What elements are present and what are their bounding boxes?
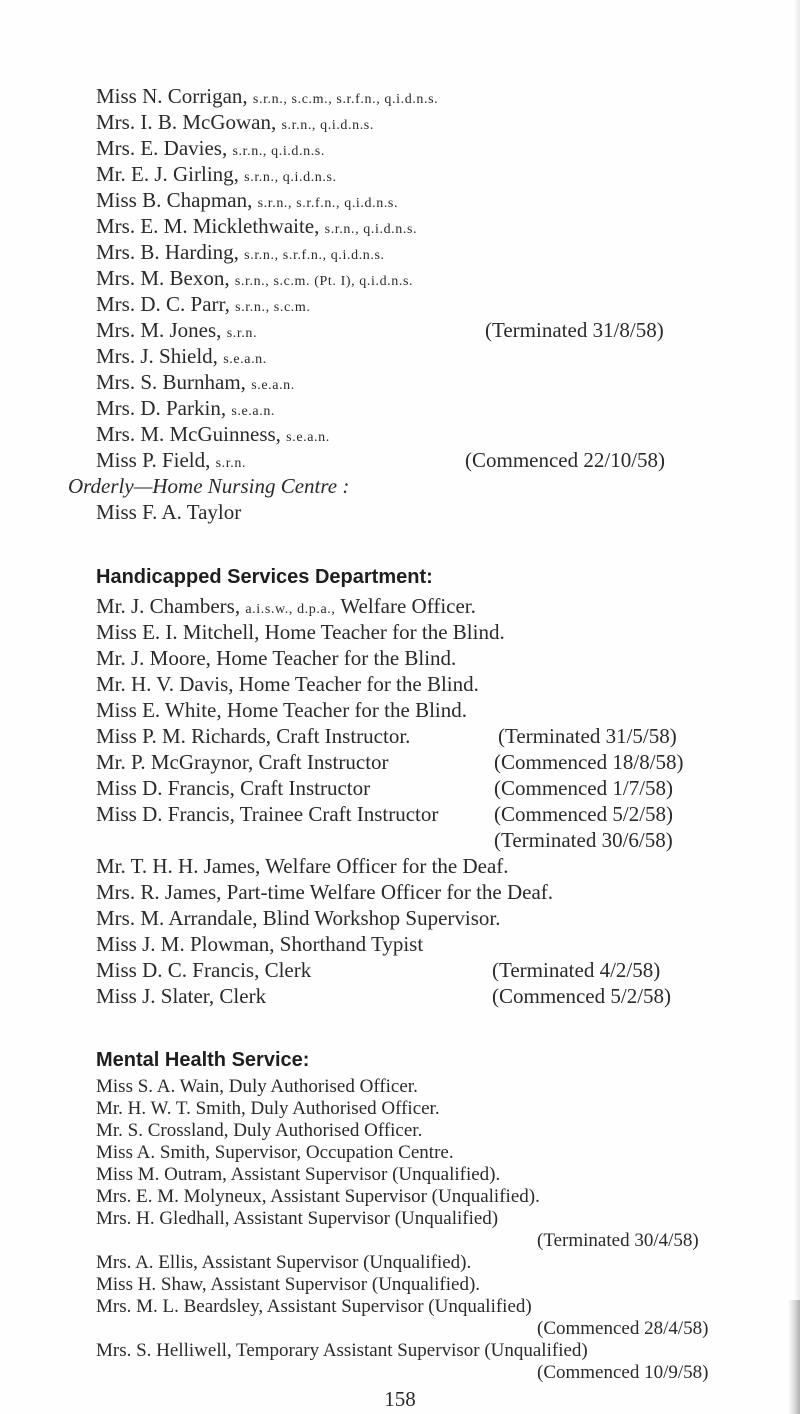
handicapped-line [0,750,800,775]
handicapped-line [0,594,800,619]
staff-entry: Miss S. A. Wain, Duly Authorised Officer. [96,1076,418,1097]
handicapped-line [0,958,800,983]
staff-note: (Terminated 30/4/58) [537,1230,699,1251]
staff-name: Mrs. M. Jones, [96,318,222,342]
mental-health-line [0,1340,800,1362]
handicapped-line [0,854,800,879]
staff-entry: Miss D. Francis, Craft Instructor [96,776,371,800]
staff-name: Mrs. M. McGuinness, [96,422,281,446]
staff-line [0,240,800,265]
staff-line [0,318,800,343]
staff-line [0,136,800,161]
mental-health-line [0,1186,800,1208]
mental-health-line [0,1252,800,1274]
staff-entry: Mrs. M. L. Beardsley, Assistant Supervisor (Unqualified) [96,1296,532,1317]
mental-health-line [0,1076,800,1098]
staff-entry: Mrs. R. James, Part-time Welfare Officer for the Deaf. [96,880,554,904]
staff-quals: a.i.s.w., d.p.a., [245,602,336,617]
staff-quals: s.r.n. [215,456,247,471]
staff-line [0,292,800,317]
staff-line [0,448,800,473]
staff-entry: Miss H. Shaw, Assistant Supervisor (Unqualified). [96,1274,481,1295]
staff-line [0,266,800,291]
orderly-label-line [0,474,800,499]
staff-note: (Terminated 30/6/58) [494,828,673,852]
staff-quals: s.e.a.n. [223,352,267,367]
staff-quals: s.r.n., s.c.m. (Pt. I), q.i.d.n.s. [234,274,414,289]
staff-entry: Miss D. C. Francis, Clerk [96,958,312,982]
handicapped-line [0,776,800,801]
mental-health-line [0,1318,800,1340]
mental-health-line [0,1296,800,1318]
mental-health-line [0,1098,800,1120]
staff-quals: s.r.n., q.i.d.n.s. [232,144,325,159]
staff-name: Mr. E. J. Girling, [96,162,239,186]
staff-entry: Mr. T. H. H. James, Welfare Officer for the Deaf. [96,854,509,878]
staff-name: Miss P. Field, [96,448,211,472]
page-number: 158 [384,1387,416,1411]
mental-health-line [0,1208,800,1230]
staff-note: (Terminated 31/5/58) [498,724,677,748]
mental-health-line [0,1142,800,1164]
handicapped-line [0,646,800,671]
staff-entry: Mr. H. V. Davis, Home Teacher for the Blind. [96,672,479,696]
page-edge-shadow-bottom [788,1300,800,1414]
staff-entry: Miss E. White, Home Teacher for the Blind. [96,698,468,722]
handicapped-line [0,880,800,905]
staff-quals: s.e.a.n. [286,430,330,445]
orderly-name: Miss F. A. Taylor [96,500,242,524]
staff-entry: Miss J. Slater, Clerk [96,984,267,1008]
staff-name: Mr. J. Chambers, [96,594,241,618]
staff-name: Mrs. J. Shield, [96,344,218,368]
staff-line [0,110,800,135]
mental-health-line [0,1274,800,1296]
staff-role: Welfare Officer. [340,594,476,618]
staff-quals: s.r.n., s.r.f.n., q.i.d.n.s. [244,248,385,263]
handicapped-line [0,906,800,931]
handicapped-line [0,802,800,827]
handicapped-line [0,828,800,853]
staff-line [0,344,800,369]
staff-name: Mrs. B. Harding, [96,240,239,264]
handicapped-line [0,698,800,723]
staff-quals: s.r.n., s.c.m., s.r.f.n., q.i.d.n.s. [252,92,439,107]
staff-line [0,396,800,421]
orderly-label: Orderly—Home Nursing Centre : [68,474,350,498]
handicapped-line [0,932,800,957]
staff-note: (Commenced 22/10/58) [465,448,666,472]
staff-name: Mrs. D. C. Parr, [96,292,230,316]
staff-quals: s.r.n., q.i.d.n.s. [281,118,374,133]
staff-name: Miss N. Corrigan, [96,84,248,108]
page-edge-shadow [794,0,800,1414]
handicapped-line [0,984,800,1009]
staff-line [0,422,800,447]
staff-line [0,84,800,109]
staff-quals: s.r.n., q.i.d.n.s. [244,170,337,185]
staff-note: (Commenced 1/7/58) [494,776,674,800]
staff-entry: Miss J. M. Plowman, Shorthand Typist [96,932,424,956]
staff-quals: s.r.n., s.c.m. [235,300,311,315]
staff-name: Mrs. S. Burnham, [96,370,246,394]
staff-entry: Mrs. M. Arrandale, Blind Workshop Supervisor. [96,906,501,930]
staff-quals: s.r.n., s.r.f.n., q.i.d.n.s. [257,196,399,211]
staff-name: Mrs. I. B. McGowan, [96,110,277,134]
orderly-name-line [0,500,800,525]
staff-quals: s.r.n. [226,326,258,341]
staff-quals: s.e.a.n. [251,378,295,393]
staff-entry: Mrs. S. Helliwell, Temporary Assistant Supervisor (Unqualified) [96,1340,588,1361]
handicapped-line [0,672,800,697]
staff-entry: Miss A. Smith, Supervisor, Occupation Centre. [96,1142,454,1163]
staff-name: Mrs. M. Bexon, [96,266,230,290]
staff-entry: Mr. P. McGraynor, Craft Instructor [96,750,389,774]
staff-entry: Miss E. I. Mitchell, Home Teacher for the Blind. [96,620,505,644]
staff-name: Mrs. E. Davies, [96,136,228,160]
staff-note: (Commenced 18/8/58) [494,750,684,774]
staff-entry: Mrs. A. Ellis, Assistant Supervisor (Unqualified). [96,1252,472,1273]
mental-health-line [0,1164,800,1186]
section-heading-handicapped: Handicapped Services Department: [96,566,433,588]
staff-line [0,162,800,187]
staff-name: Mrs. E. M. Micklethwaite, [96,214,320,238]
staff-name: Mrs. D. Parkin, [96,396,227,420]
staff-line [0,370,800,395]
staff-entry: Mr. S. Crossland, Duly Authorised Officer. [96,1120,423,1141]
staff-note: (Commenced 28/4/58) [537,1318,709,1339]
staff-entry: Miss P. M. Richards, Craft Instructor. [96,724,411,748]
staff-quals: s.e.a.n. [231,404,276,419]
staff-entry: Miss D. Francis, Trainee Craft Instructor [96,802,439,826]
mental-health-line [0,1120,800,1142]
mental-health-line [0,1362,800,1384]
staff-quals: s.r.n., q.i.d.n.s. [324,222,418,237]
staff-note: (Commenced 5/2/58) [494,802,674,826]
staff-note: (Commenced 5/2/58) [492,984,672,1008]
staff-entry: Mr. J. Moore, Home Teacher for the Blind. [96,646,457,670]
section-heading-mental-health: Mental Health Service: [96,1049,310,1071]
staff-note: (Terminated 31/8/58) [485,318,664,342]
staff-entry: Mr. H. W. T. Smith, Duly Authorised Officer. [96,1098,440,1119]
staff-entry: Mrs. H. Gledhall, Assistant Supervisor (Unqualified) [96,1208,499,1229]
staff-entry: Mrs. E. M. Molyneux, Assistant Supervisor (Unqualified). [96,1186,540,1207]
staff-entry: Miss M. Outram, Assistant Supervisor (Unqualified). [96,1164,501,1185]
staff-note: (Terminated 4/2/58) [492,958,661,982]
handicapped-line [0,620,800,645]
staff-note: (Commenced 10/9/58) [537,1362,709,1383]
mental-health-line [0,1230,800,1252]
staff-line [0,188,800,213]
staff-name: Miss B. Chapman, [96,188,253,212]
handicapped-line [0,724,800,749]
staff-line [0,214,800,239]
